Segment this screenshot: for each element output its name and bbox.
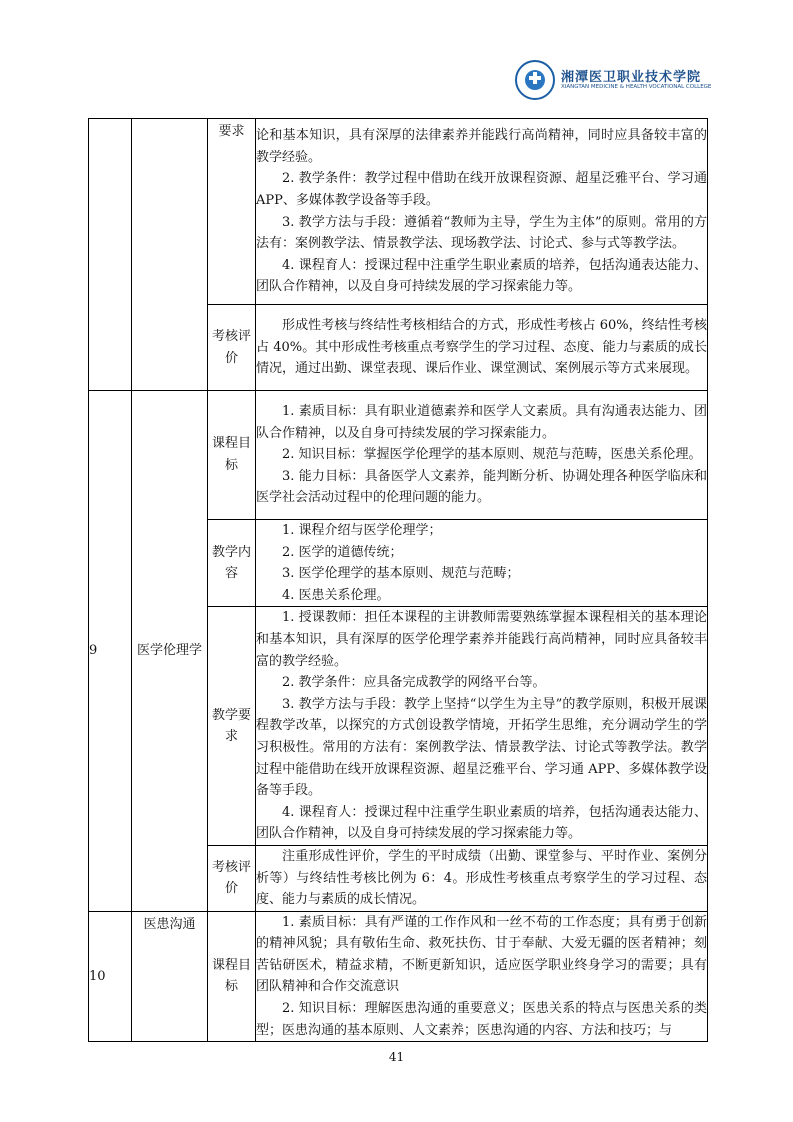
school-name-cn: 湘潭医卫职业技术学院 — [561, 70, 702, 85]
row-8-req-line: 论和基本知识，具有深厚的法律素养并能践行高尚精神，同时应具备较丰富的教学经验。 — [256, 128, 707, 165]
curriculum-table — [88, 118, 708, 1042]
row-8-num-cell — [89, 119, 132, 391]
row-9-goal-line: 1. 素质目标：具有职业道德素养和医学人文素质。具有沟通表达能力、团队合作精神，以及自身可持续发展的学习探索能力。 — [256, 404, 707, 441]
row-8-eval-content — [256, 305, 708, 391]
row-9-content-line: 1. 课程介绍与医学伦理学； — [282, 523, 442, 538]
row-9-num: 9 — [89, 391, 132, 912]
row-9-content-line: 2. 医学的道德传统； — [282, 544, 403, 560]
row-9-content-line: 4. 医患关系伦理。 — [282, 587, 390, 603]
row-8-req-content — [256, 119, 708, 305]
row-8-eval-label: 考核评价 — [208, 305, 256, 391]
row-9-req-content — [256, 607, 708, 846]
row-9-eval-label: 考核评价 — [208, 845, 256, 911]
row-10-num: 10 — [89, 911, 132, 1042]
school-name-en: XIANGTAN MEDICINE & HEALTH VOCATIONAL COLLEGE — [561, 84, 712, 90]
row-8-req-label: 要求 — [208, 119, 256, 305]
row-10-goal-content — [256, 911, 708, 1042]
row-8-req-line: 3. 教学方法与手段：遵循着“教师为主导，学生为主体”的原则。常用的方法有：案例教学法、情景教学法、现场教学法、讨论式、参与式等教学法。 — [256, 214, 707, 252]
page-number: 41 — [388, 1050, 405, 1064]
row-9-content-list — [256, 520, 708, 607]
row-9-req-label: 教学要求 — [208, 607, 256, 846]
row-9-req-line: 4. 课程育人：授课过程中注重学生职业素质的培养，包括沟通表达能力、团队合作精神，以及自身可持续发展的学习探索能力等。 — [256, 804, 707, 842]
row-10-goal-line: 1. 素质目标：具有严谨的工作作风和一丝不苟的工作态度；具有勇于创新的精神风貌；具有敬佑生命、救死扶伤、甘于奉献、大爱无疆的医者精神；刻苦钻研医术，精益求精，不断更新知识，适应医学职业终身学习的需要；具有团队精神和合作交流意识 — [256, 914, 707, 995]
row-9-eval-content — [256, 845, 708, 911]
row-9-content-label: 教学内容 — [208, 520, 256, 607]
row-8-req-line: 4. 课程育人：授课过程中注重学生职业素质的培养，包括沟通表达能力、团队合作精神，以及自身可持续发展的学习探索能力等。 — [256, 257, 707, 295]
row-9-goal-line: 3. 能力目标：具备医学人文素养，能判断分析、协调处理各种医学临床和医学社会活动过程中的伦理问题的能力。 — [256, 468, 707, 506]
row-9-req-line: 1. 授课教师：担任本课程的主讲教师需要熟练掌握本课程相关的基本理论和基本知识，具有深厚的医学伦理学素养并能践行高尚精神，同时应具备较丰富的教学经验。 — [256, 610, 707, 669]
row-10-goal-line: 2. 知识目标：理解医患沟通的重要意义；医患关系的特点与医患关系的类型；医患沟通的基本原则、人文素养；医患沟通的内容、方法和技巧；与 — [256, 1001, 707, 1038]
row-9-goal-label: 课程目标 — [208, 391, 256, 520]
page-header — [515, 60, 712, 112]
row-9-eval-text: 注重形成性评价，学生的平时成绩（出勤、课堂参与、平时作业、案例分析等）与终结性考核比例为 6：4。形成性考核重点考察学生的学习过程、态度、能力与素质的成长情况。 — [256, 848, 707, 908]
row-10-course-name: 医患沟通 — [132, 911, 208, 1042]
row-9-course-name: 医学伦理学 — [132, 391, 208, 912]
row-8-eval-text: 形成性考核与终结性考核相结合的方式，形成性考核占 60%，终结性考核占 40%。其中形成性考核重点考察学生的学习过程、态度、能力与素质的成长情况，通过出勤、课堂表现、课后作业、课堂测试、案例展示等方式来展现。 — [256, 318, 707, 377]
row-9-goal-line: 2. 知识目标：掌握医学伦理学的基本原则、规范与范畴，医患关系伦理。 — [282, 447, 702, 463]
row-8-course-cell — [132, 119, 208, 391]
row-9-req-line: 3. 教学方法与手段：教学上坚持“以学生为主导”的教学原则，积极开展课程教学改革，以探究的方式创设教学情境，开拓学生思维，充分调动学生的学习积极性。常用的方法有：案例教学法、情景教学法、讨论式等教学法。教学过程中能借助在线开放课程资源、超星泛雅平台、学习通 APP、多媒体教学设备等手段。 — [256, 696, 707, 799]
row-8-req-line: 2. 教学条件：教学过程中借助在线开放课程资源、超星泛雅平台、学习通 APP、多媒体教学设备等手段。 — [256, 171, 707, 208]
row-10-goal-label: 课程目标 — [208, 911, 256, 1042]
row-9-content-line: 3. 医学伦理学的基本原则、规范与范畴； — [282, 566, 520, 582]
row-9-req-line: 2. 教学条件：应具备完成教学的网络平台等。 — [282, 675, 546, 691]
row-9-goal-content — [256, 391, 708, 520]
school-logo-icon — [515, 60, 555, 100]
